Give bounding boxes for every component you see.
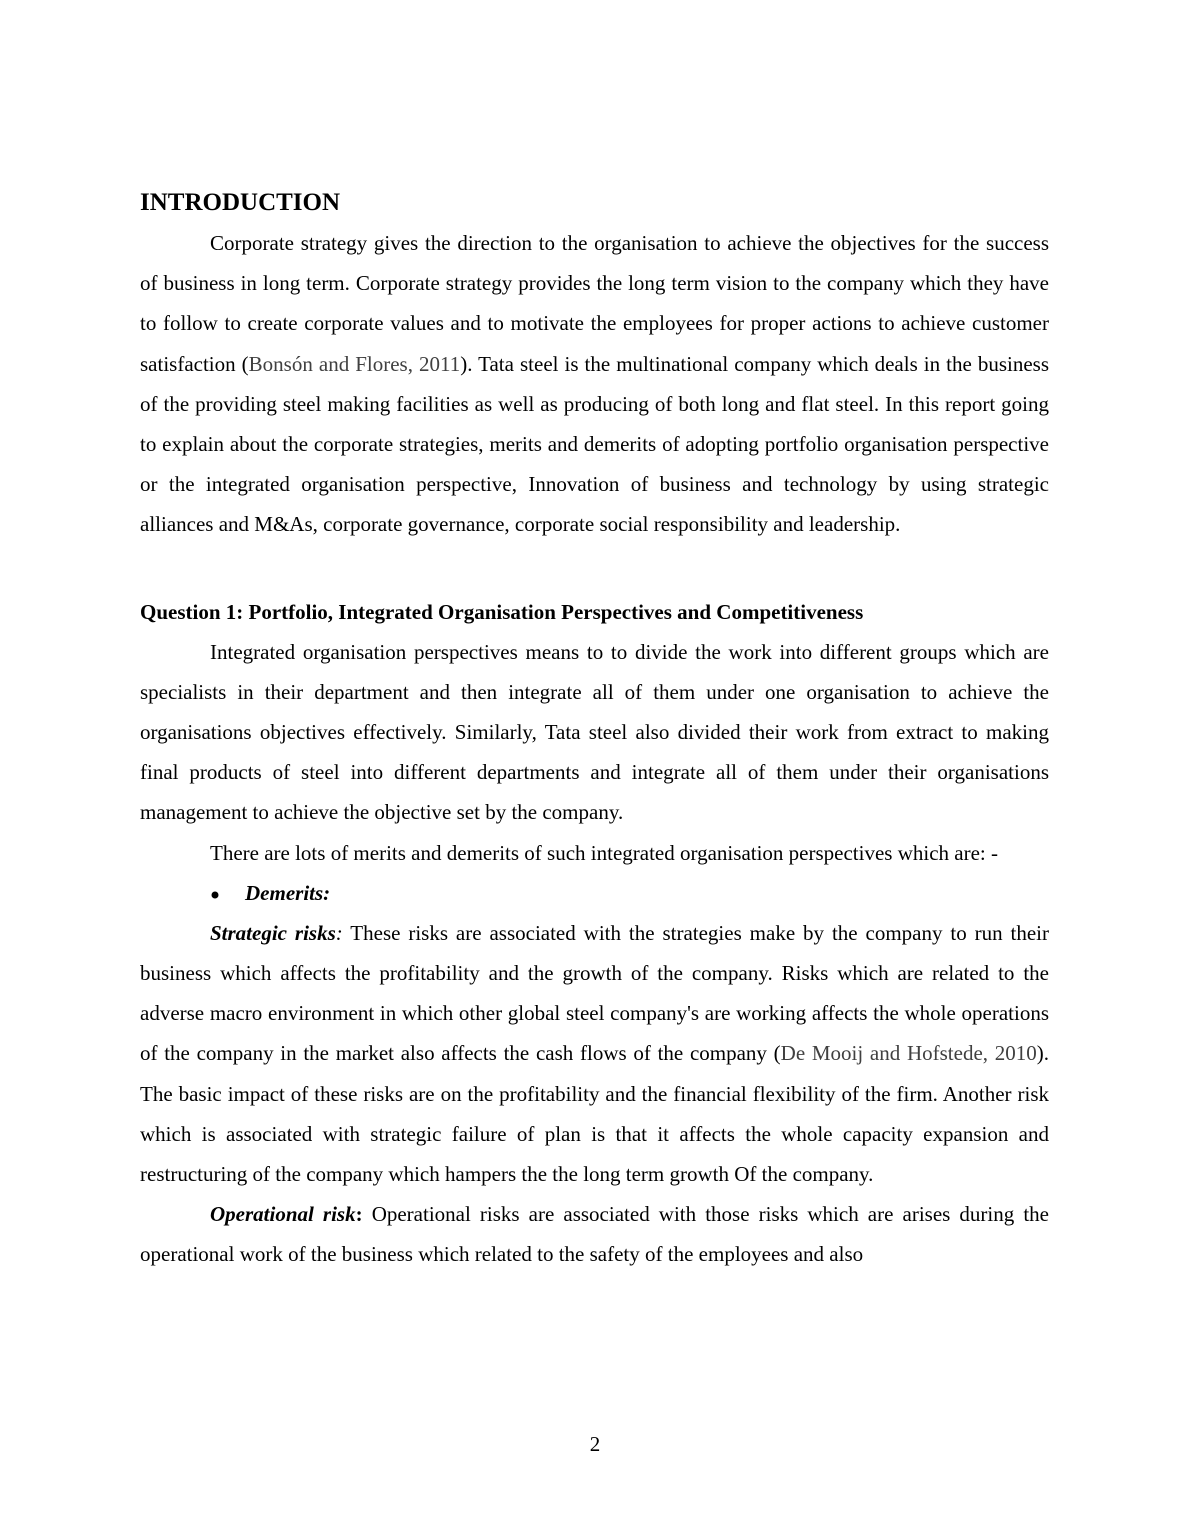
merits-demerits-paragraph: There are lots of merits and demerits of such integrated organisation perspectives which are: - bbox=[210, 840, 999, 865]
bullet-icon bbox=[210, 873, 245, 913]
introduction-paragraph bbox=[140, 223, 1049, 545]
strategic-text-part-2: ). The basic impact of these risks are on the profitability and the financial flexibility of the firm. Another risk which is associated with strategic failure of plan is that it affects the whole capacity expansion and restructuring of the company which hampers the the long term growth Of the company. bbox=[140, 1041, 1049, 1187]
citation-de-mooij-hofstede: De Mooij and Hofstede, 2010 bbox=[780, 1041, 1037, 1066]
demerits-bullet bbox=[140, 873, 1049, 913]
introduction-heading: INTRODUCTION bbox=[140, 189, 341, 216]
operational-risk-label: Operational risk bbox=[210, 1202, 356, 1227]
citation-bonson-flores: Bonsón and Flores, 2011 bbox=[248, 351, 461, 376]
operational-risk-paragraph bbox=[140, 1194, 1049, 1274]
page-body bbox=[140, 183, 1049, 1275]
section-spacer bbox=[140, 545, 1049, 592]
strategic-risks-colon: : bbox=[335, 920, 343, 945]
integrated-perspective-paragraph: Integrated organisation perspectives means to to divide the work into different groups which are specialists in their department and then integrate all of them under one organisation to achieve the organisations objectives effectively. Similarly, Tata steel also divided their work from extract to making final products of steel into different departments and integrate all of them under their organisations management to achieve the objective set by the company. bbox=[140, 639, 1049, 825]
intro-text-part-2: ). Tata steel is the multinational company which deals in the business of the providing steel making facilities as well as producing of both long and flat steel. In this report going to explain about the corporate strategies, merits and demerits of adopting portfolio organisation perspective or the integrated organisation perspective, Innovation of business and technology by using strategic alliances and M&As, corporate governance, corporate social responsibility and leadership. bbox=[140, 351, 1049, 537]
strategic-risks-paragraph bbox=[140, 913, 1049, 1194]
operational-risk-text: Operational risks are associated with those risks which are arises during the operational work of the business which related to the safety of the employees and also bbox=[140, 1202, 1049, 1267]
demerits-label: Demerits: bbox=[245, 880, 331, 905]
strategic-text-part-1: These risks are associated with the strategies make by the company to run their business which affects the profitability and the growth of the company. Risks which are related to the adverse macro environment in which other global steel company's are working affects the whole operations of the company in the market also affects the cash flows of the company ( bbox=[140, 920, 1050, 1066]
operational-risk-colon: : bbox=[355, 1202, 363, 1227]
question-1-heading: Question 1: Portfolio, Integrated Organisation Perspectives and Competitiveness bbox=[140, 599, 864, 624]
page-number: 2 bbox=[589, 1432, 601, 1456]
strategic-risks-label: Strategic risks bbox=[210, 920, 336, 945]
intro-text-part-1: Corporate strategy gives the direction to the organisation to achieve the objectives for the success of business in long term. Corporate strategy provides the long term vision to the company which they have to follow to create corporate values and to motivate the employees for proper actions to achieve customer satisfaction ( bbox=[140, 231, 1049, 376]
